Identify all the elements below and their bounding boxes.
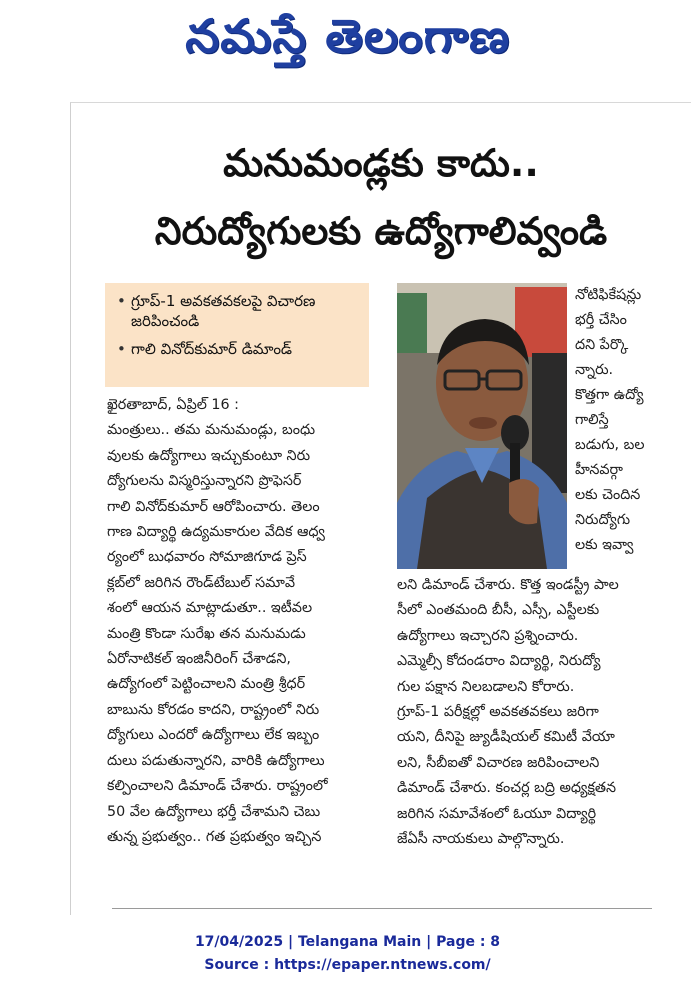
body-line: ఏరోనాటికల్‌ ఇంజినీరింగ్‌ చేశాడని,: [107, 651, 291, 668]
body-line: 50 వేల ఉద్యోగాలు భర్తీ చేశామని చెబు: [107, 803, 321, 820]
body-line: హీనవర్గా: [575, 462, 623, 478]
body-line: ద్యోగులు ఎందరో ఉద్యోగాలు లేక ఇబ్బం: [107, 727, 320, 744]
body-line: ద్యోగులను విస్మరిస్తున్నారని ప్రొఫెసర్‌: [107, 473, 302, 490]
body-line: జేఏసీ నాయకులు పాల్గొన్నారు.: [397, 831, 565, 848]
body-line: భర్తీ చేసిం: [575, 312, 627, 328]
body-line: గాలి వినోద్‌కుమార్‌ ఆరోపించారు. తెలం: [107, 498, 320, 515]
speaker-photo: [397, 283, 567, 569]
body-line: జరిగిన సమావేశంలో ఓయూ విద్యార్థి: [397, 805, 597, 822]
article-body-left: [107, 393, 369, 850]
body-line: నిరుద్యోగు: [575, 512, 631, 528]
highlight-text: గ్రూప్‌-1 అవకతవకలపై విచారణ జరిపించండి: [131, 292, 316, 330]
bullet-icon: •: [117, 292, 126, 310]
footer-divider: [112, 908, 652, 909]
body-line: ఉద్యోగాలు ఇచ్చారని ప్రశ్నించారు.: [397, 627, 579, 644]
body-line: కల్పించాలని డిమాండ్‌ చేశారు. రాష్ట్రంలో: [107, 778, 328, 795]
body-line: బడుగు, బల: [575, 437, 645, 453]
headline-line-1: మనుమండ్లకు కాదు..: [223, 141, 539, 185]
body-line: ఖైరతాబాద్‌, ఏప్రిల్‌ 16 :: [107, 397, 239, 413]
body-line: డిమాండ్‌ చేశారు. కంచర్ల బద్రి అధ్యక్షతన: [397, 780, 617, 797]
body-line: మంత్రి కొండా సురేఖ తన మనుమడు: [107, 625, 306, 642]
body-line: దులు పడుతున్నారని, వారికి ఉద్యోగాలు: [107, 752, 325, 769]
article-body-side-column: [575, 283, 685, 558]
speaker-photo-image: [397, 283, 567, 569]
article-body-right: [397, 573, 689, 852]
body-line: యని, దీనిపై జ్యుడీషియల్‌ కమిటీ వేయా: [397, 729, 615, 746]
body-line: గ్రూప్‌-1 పరీక్షల్లో అవకతవకలు జరిగా: [397, 704, 599, 721]
highlight-item: [117, 291, 359, 331]
footer-date-line: 17/04/2025 | Telangana Main | Page : 8: [194, 934, 501, 950]
body-line: శంలో ఆయన మాట్లాడుతూ.. ఇటీవల: [107, 600, 313, 617]
body-line: ఎమ్మెల్సీ కోదండరాం విద్యార్థి, నిరుద్యో: [397, 653, 601, 670]
body-line: బాబును కోరడం కాదని, రాష్ట్రంలో నిరు: [107, 701, 320, 718]
body-line: ఉద్యోగంలో పెట్టించాలని మంత్రి శ్రీధర్‌: [107, 676, 306, 693]
masthead-title: నమస్తే తెలంగాణ: [185, 9, 510, 63]
body-line: గుల పక్షాన నిలబడాలని కోరారు.: [397, 678, 575, 695]
body-line: న్నారు.: [575, 362, 614, 378]
body-line: క్లబ్‌లో జరిగిన రౌండ్‌టేబుల్‌ సమావే: [107, 574, 296, 591]
body-line: గాలిస్తే: [575, 412, 609, 428]
bullet-icon: •: [117, 340, 126, 358]
body-line: దని పేర్కొ: [575, 337, 629, 353]
body-line: తున్న ప్రభుత్వం.. గత ప్రభుత్వం ఇచ్చిన: [107, 828, 322, 845]
body-line: లకు చెందిన: [575, 487, 641, 503]
body-line: వులకు ఉద్యోగాలు ఇచ్చుకుంటూ నిరు: [107, 447, 311, 464]
body-line: లకు ఇవ్వా: [575, 537, 634, 553]
masthead: [0, 0, 695, 84]
body-line: గాణ విద్యార్థి ఉద్యమకారుల వేదిక ఆధ్వ: [107, 524, 325, 541]
body-line: లని డిమాండ్‌ చేశారు. కొత్త ఇండస్ట్రీ పాల: [397, 577, 619, 593]
news-clipping: [70, 102, 691, 915]
body-line: లని, సీబీఐతో విచారణ జరిపించాలని: [397, 754, 600, 771]
body-line: నోటిఫికేషన్లు: [575, 287, 642, 303]
body-line: ర్యంలో బుధవారం సోమాజిగూడ ప్రెస్‌: [107, 549, 307, 566]
body-line: మంత్రులు.. తమ మనుమండ్లు, బంధు: [107, 422, 316, 439]
highlight-text: గాలి వినోద్‌కుమార్‌ డిమాండ్‌: [131, 340, 293, 358]
headline-line-2: నిరుద్యోగులకు ఉద్యోగాలివ్వండి: [154, 209, 608, 253]
footer-source-link[interactable]: Source : https://epaper.ntnews.com/: [204, 957, 491, 973]
body-line: కొత్తగా ఉద్యో: [575, 387, 644, 403]
body-line: సీలో ఎంతమంది బీసీ, ఎస్సీ, ఎస్టీలకు: [397, 602, 600, 619]
highlight-item: [117, 339, 359, 359]
highlights-box: [105, 283, 369, 387]
